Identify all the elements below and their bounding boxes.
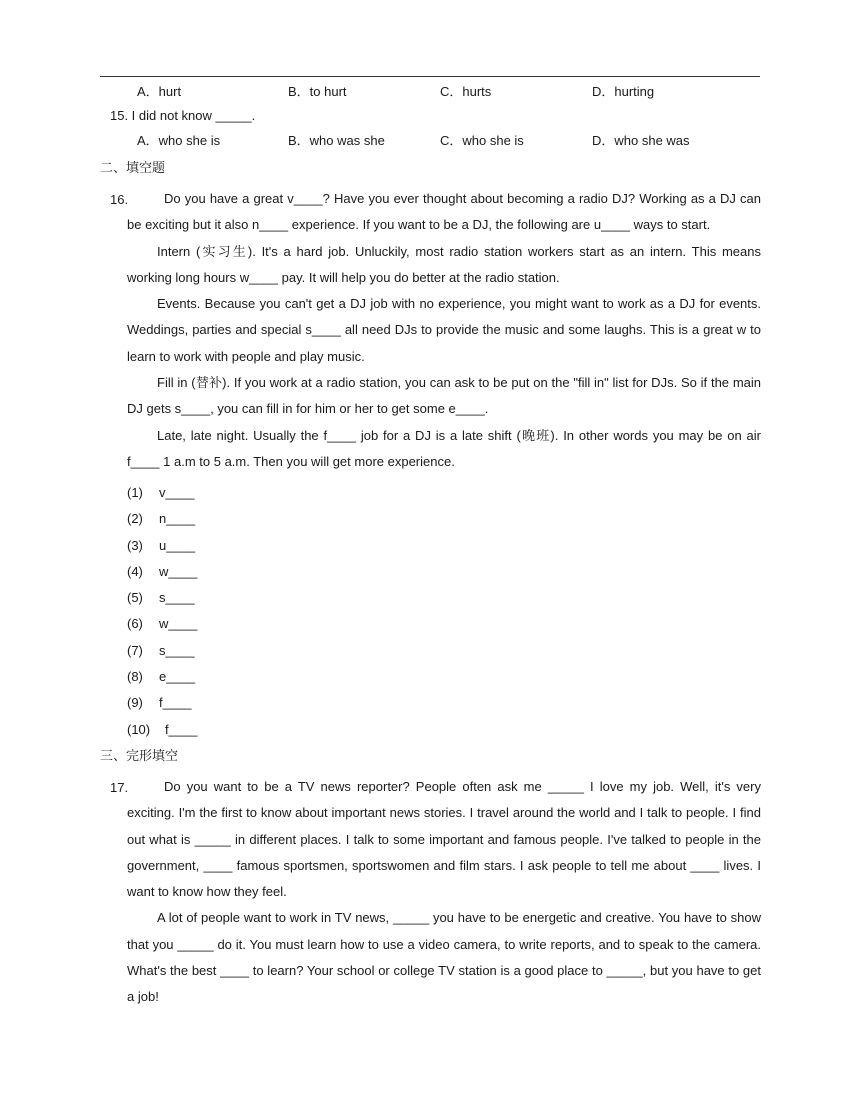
q16-paragraph: Intern (实习生). It's a hard job. Unluckily, most radio station workers start as an intern. This means working long hours w____ pay. It will help you do better at the radio station. bbox=[127, 243, 761, 285]
list-item: (6) w____ bbox=[127, 616, 198, 632]
q15-option-d: D．who she was bbox=[592, 133, 690, 148]
q16-number: 16. bbox=[110, 192, 129, 207]
list-item: (8) e____ bbox=[127, 669, 196, 685]
q16-blank-list bbox=[127, 480, 198, 743]
q14-option-d: D．hurting bbox=[592, 84, 655, 99]
list-item: (1) v____ bbox=[127, 485, 195, 500]
q16-paragraph: Fill in (替补). If you work at a radio station, you can ask to be put on the "fill in" list for DJs. So if the main DJ gets s____, you can fill in for him or her to get some e____. bbox=[127, 375, 761, 417]
q15-option-c: C．who she is bbox=[440, 133, 524, 148]
list-item: (4) w____ bbox=[127, 563, 198, 579]
q16-paragraph: Do you have a great v____? Have you ever thought about becoming a radio DJ? Working as a DJ can be exciting but it also n____ experience. If you want to be a DJ, the following are u____ ways to start. bbox=[127, 191, 761, 233]
q15-option-a: A．who she is bbox=[137, 133, 221, 148]
q14-option-c: C．hurts bbox=[440, 84, 492, 99]
q17-paragraph: A lot of people want to work in TV news, _____ you have to be energetic and creative. You have to show that you _____ do it. You must learn how to use a video camera, to write reports, and to speak to the camera. What's the best ____ to learn? Your school or college TV station is a good place to _____, but you have to get a job! bbox=[127, 910, 761, 1005]
q17-paragraph: Do you want to be a TV news reporter? People often ask me _____ I love my job. Well, it's very exciting. I'm the first to know about important news stories. I travel around the world and I talk to people. I find out what is _____ in different places. I talk to some important and famous people. I've talked to people in the government, ____ famous sportsmen, sportswomen and film stars. I ask people to tell me about ____ lives. I want to know how they feel. bbox=[127, 779, 761, 900]
list-item: (5) s____ bbox=[127, 590, 195, 606]
section-heading-cloze: 三、完形填空 bbox=[100, 749, 179, 764]
list-item: (2) n____ bbox=[127, 511, 196, 527]
q15-option-b: B．who was she bbox=[288, 133, 385, 148]
q14-option-b: B．to hurt bbox=[288, 84, 347, 99]
q15-stem: 15. I did not know _____. bbox=[110, 108, 256, 123]
q16-passage bbox=[127, 186, 761, 475]
q16-paragraph: Late, late night. Usually the f____ job for a DJ is a late shift (晚班). In other words you may be on air f____ 1 a.m to 5 a.m. Then you will get more experience. bbox=[127, 427, 761, 469]
q16-paragraph: Events. Because you can't get a DJ job with no experience, you might want to work as a DJ for events. Weddings, parties and special s____ all need DJs to provide the music and some laughs. This is a great w to learn to work with people and play music. bbox=[127, 296, 761, 364]
list-item: (7) s____ bbox=[127, 642, 195, 658]
header-rule bbox=[100, 76, 760, 77]
q14-option-a: A．hurt bbox=[137, 84, 182, 99]
list-item: (10) f____ bbox=[127, 721, 198, 737]
q17-passage bbox=[127, 774, 761, 1011]
list-item: (3) u____ bbox=[127, 537, 196, 553]
q17-number: 17. bbox=[110, 780, 129, 795]
section-heading-fill-in: 二、填空题 bbox=[100, 161, 166, 176]
list-item: (9) f____ bbox=[127, 695, 192, 711]
